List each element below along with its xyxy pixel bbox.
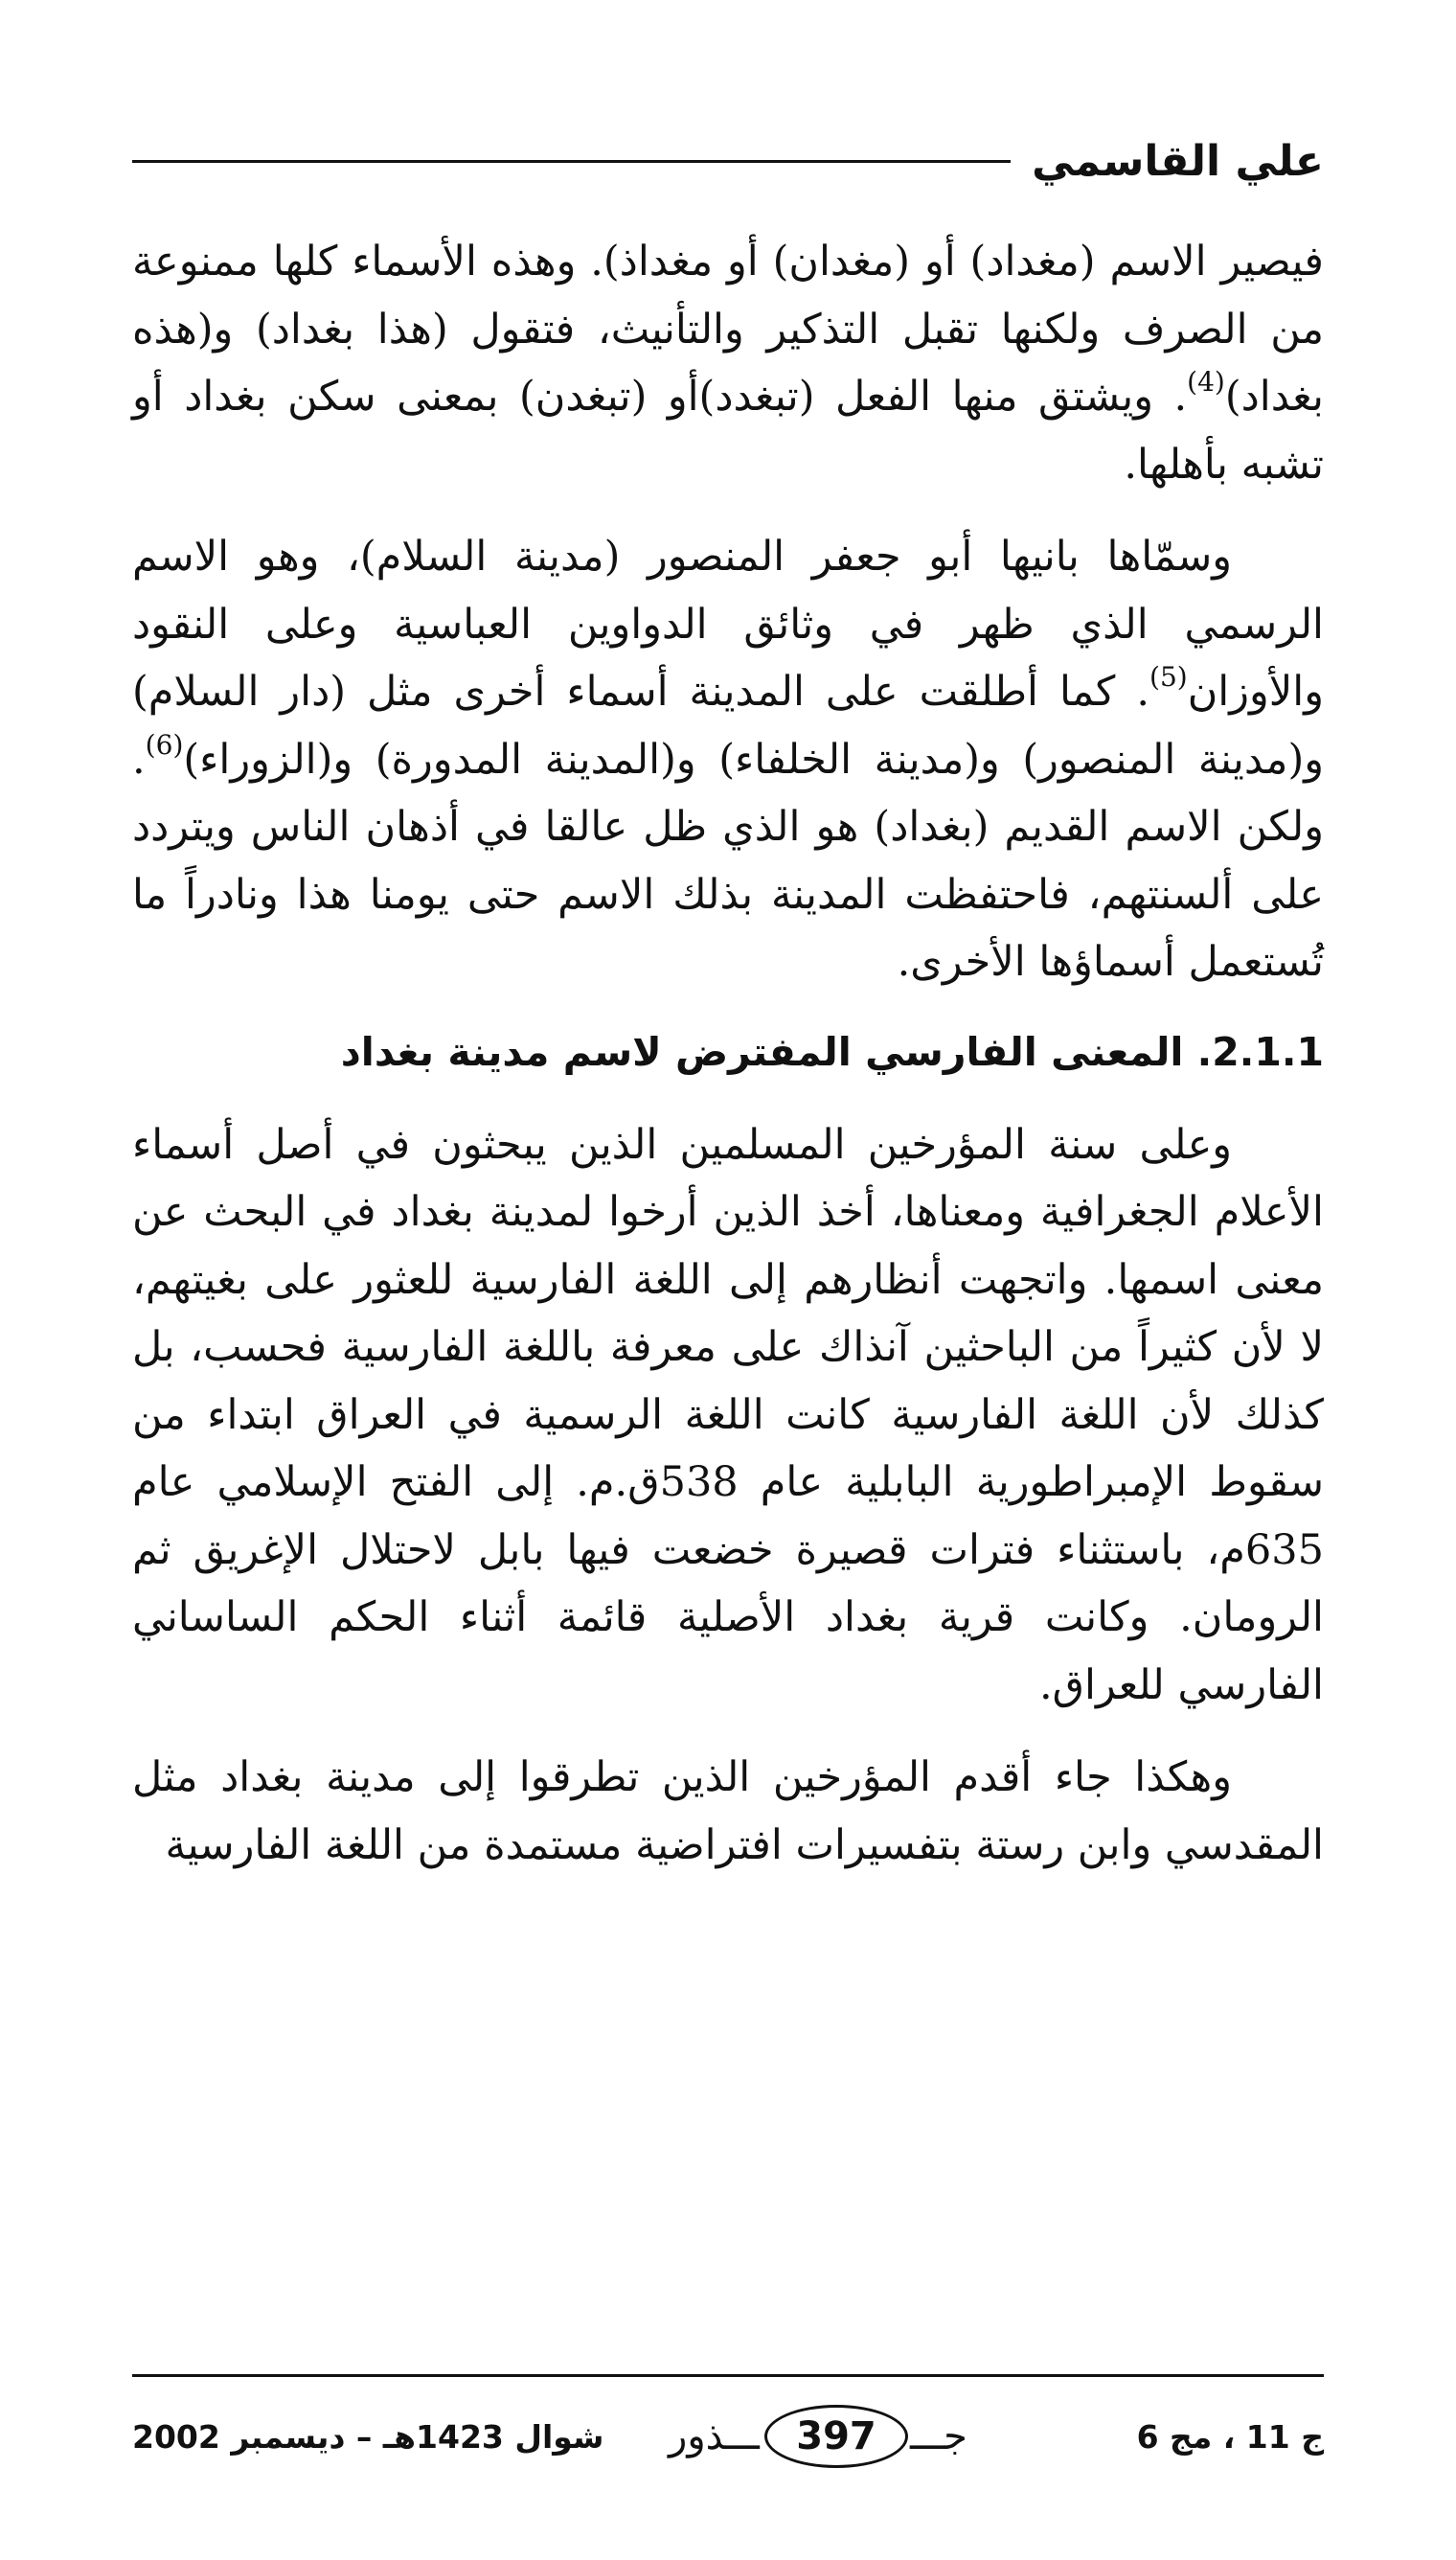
journal-name-right-part: جـــ <box>910 2414 967 2458</box>
footnote-ref-5: (5) <box>1149 661 1188 693</box>
footnote-ref-4: (4) <box>1187 366 1225 398</box>
header-rule <box>132 160 1011 163</box>
author-name: علي القاسمي <box>1032 136 1324 186</box>
paragraph-1 <box>132 228 1324 498</box>
volume-info: ج 11 ، مج 6 <box>1136 2418 1324 2456</box>
paragraph-2-text-b: . كما أطلقت على المدينة أسماء أخرى مثل (دار السلام) و(مدينة المنصور) و(مدينة الخلفاء) و(المدينة المدورة) و(الزوراء) <box>132 668 1324 784</box>
paragraph-3: وعلى سنة المؤرخين المسلمين الذين يبحثون في أصل أسماء الأعلام الجغرافية ومعناها، أخذ الذين أرخوا لمدينة بغداد في البحث عن معنى اسمها. واتجهت أنظارهم إلى اللغة الفارسية للعثور على بغيتهم، لا لأن كثيراً من الباحثين آنذاك على معرفة باللغة الفارسية فحسب، بل كذلك لأن اللغة الفارسية كانت اللغة الرسمية في العراق ابتداء من سقوط الإمبراطورية البابلية عام 538ق.م. إلى الفتح الإسلامي عام 635م، باستثناء فترات قصيرة خضعت فيها بابل لاحتلال الإغريق ثم الرومان. وكانت قرية بغداد الأصلية قائمة أثناء الحكم الساساني الفارسي للعراق. <box>132 1120 1324 1709</box>
page-footer <box>132 2395 1324 2481</box>
body-text <box>132 228 1324 1904</box>
journal-page-mark <box>669 2399 1013 2476</box>
page-number: 397 <box>796 2414 876 2458</box>
paragraph-1-text-a: فيصير الاسم (مغداد) أو (مغدان) أو مغداذ). وهذه الأسماء كلها ممنوعة من الصرف ولكنها تقبل التذكير والتأنيث، فتقول (هذا بغداد) و(هذه بغداد) <box>132 238 1324 421</box>
section-heading: 2.1.1. المعنى الفارسي المفترض لاسم مدينة بغداد <box>340 1028 1324 1075</box>
paragraph-1-text-b: . ويشتق منها الفعل (تبغدد)أو (تبغدن) بمعنى سكن بغداد أو تشبه بأهلها. <box>132 373 1324 489</box>
running-header <box>132 123 1324 199</box>
paragraph-4: وهكذا جاء أقدم المؤرخين الذين تطرقوا إلى مدينة بغداد مثل المقدسي وابن رستة بتفسيرات افتراضية مستمدة من اللغة الفارسية <box>132 1753 1324 1869</box>
journal-name-left-part: ـــذور <box>669 2414 760 2458</box>
footer-rule <box>132 2374 1324 2377</box>
paragraph-2 <box>132 523 1324 996</box>
footnote-ref-6: (6) <box>145 728 184 761</box>
paragraph-2-text-a: وسمّاها بانيها أبو جعفر المنصور (مدينة السلام)، وهو الاسم الرسمي الذي ظهر في وثائق الدواوين العباسية وعلى النقود والأوزان <box>132 533 1324 716</box>
paragraph-2-text-c: . ولكن الاسم القديم (بغداد) هو الذي ظل عالقا في أذهان الناس ويتردد على ألسنتهم، فاحتفظت المدينة بذلك الاسم حتى يومنا هذا ونادراً ما تُستعمل أسماؤها الأخرى. <box>132 735 1324 986</box>
issue-date: شوال 1423هـ – ديسمبر 2002 <box>132 2418 604 2456</box>
